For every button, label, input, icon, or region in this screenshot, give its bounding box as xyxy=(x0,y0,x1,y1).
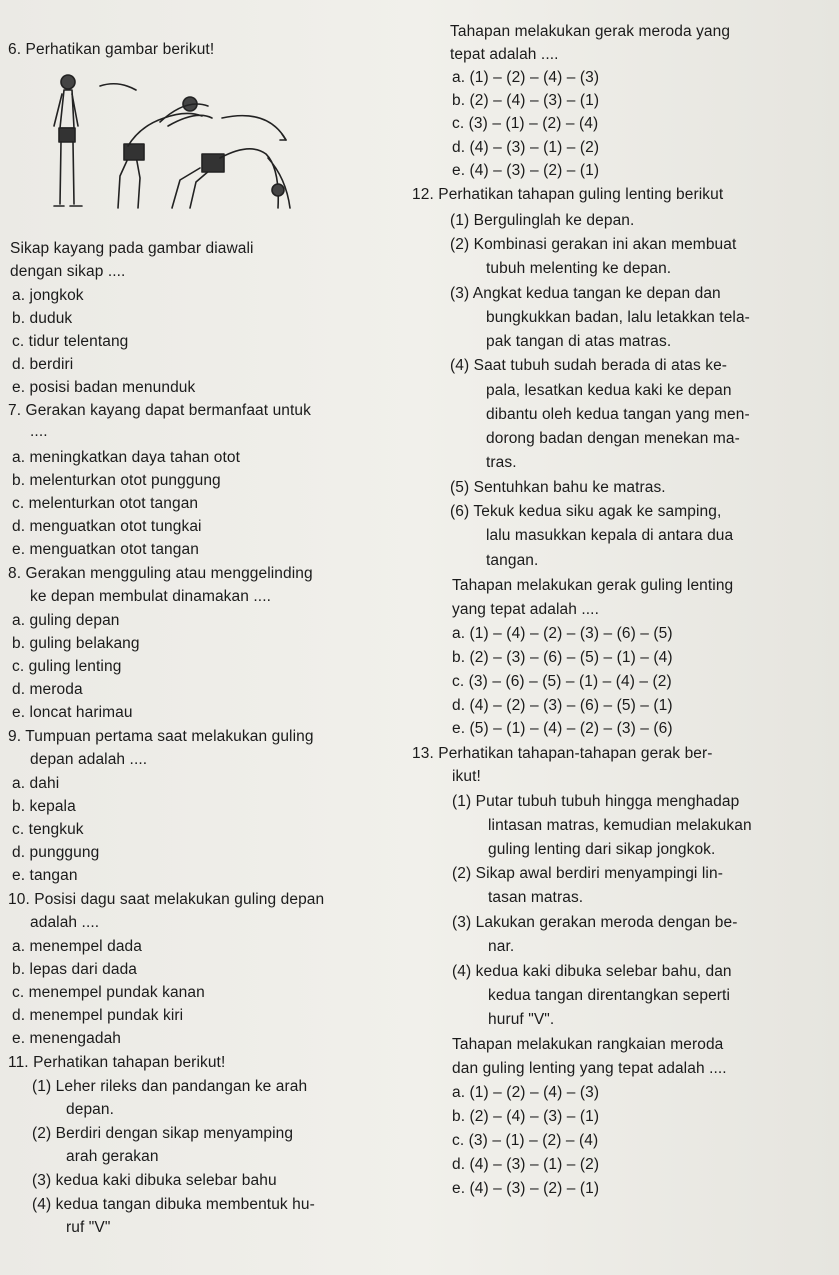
q13-item-4-cont1: kedua tangan direntangkan seperti xyxy=(488,987,731,1004)
q11-option-e[interactable]: e. (4) – (3) – (2) – (1) xyxy=(452,162,600,179)
q12-item-5: (5) Sentuhkan bahu ke matras. xyxy=(450,479,666,496)
q12-option-e[interactable]: e. (5) – (1) – (4) – (2) – (3) – (6) xyxy=(452,720,673,737)
q7-option-b[interactable]: b. melenturkan otot punggung xyxy=(12,472,221,489)
q8-option-c[interactable]: c. guling lenting xyxy=(12,658,122,675)
q12-item-3: (3) Angkat kedua tangan ke depan dan xyxy=(450,285,721,302)
q13-item-1: (1) Putar tubuh tubuh hingga menghadap xyxy=(452,793,740,810)
q13-item-1-cont1: lintasan matras, kemudian melakukan xyxy=(488,817,752,834)
q12-item-4-cont4: tras. xyxy=(486,454,517,471)
q11-option-c[interactable]: c. (3) – (1) – (2) – (4) xyxy=(452,115,599,132)
q10-stem: 10. Posisi dagu saat melakukan guling depan xyxy=(8,891,325,908)
q10-option-c[interactable]: c. menempel pundak kanan xyxy=(12,984,205,1001)
q7-option-c[interactable]: c. melenturkan otot tangan xyxy=(12,495,199,512)
q12-item-6-cont1: lalu masukkan kepala di antara dua xyxy=(486,527,734,544)
q11-item-4-cont: ruf "V" xyxy=(66,1219,111,1236)
q9-stem: 9. Tumpuan pertama saat melakukan guling xyxy=(8,728,314,745)
q11-option-a[interactable]: a. (1) – (2) – (4) – (3) xyxy=(452,69,600,86)
backbend-figure-icon xyxy=(118,97,212,208)
q11-item-2: (2) Berdiri dengan sikap menyamping xyxy=(32,1125,294,1142)
q7-stem-cont: .... xyxy=(30,423,48,440)
q8-option-d[interactable]: d. meroda xyxy=(12,681,83,698)
q8-option-e[interactable]: e. loncat harimau xyxy=(12,704,133,721)
q12-item-6: (6) Tekuk kedua siku agak ke samping, xyxy=(450,503,722,520)
q7-option-e[interactable]: e. menguatkan otot tangan xyxy=(12,541,199,558)
q6-option-e[interactable]: e. posisi badan menunduk xyxy=(12,379,196,396)
q13-item-2: (2) Sikap awal berdiri menyampingi lin- xyxy=(452,865,723,882)
q11-item-1: (1) Leher rileks dan pandangan ke arah xyxy=(32,1078,308,1095)
q12-option-a[interactable]: a. (1) – (4) – (2) – (3) – (6) – (5) xyxy=(452,625,673,642)
q13-item-2-cont: tasan matras. xyxy=(488,889,584,906)
q8-stem-cont: ke depan membulat dinamakan .... xyxy=(30,588,272,605)
q6-question-line2: dengan sikap .... xyxy=(10,263,126,280)
standing-figure-icon xyxy=(54,75,136,206)
q13-question-line1: Tahapan melakukan rangkaian meroda xyxy=(452,1036,724,1053)
q6-option-b[interactable]: b. duduk xyxy=(12,310,73,327)
q11-item-4: (4) kedua tangan dibuka membentuk hu- xyxy=(32,1196,315,1213)
q12-question-line2: yang tepat adalah .... xyxy=(452,601,599,618)
bridge-figure-icon xyxy=(172,149,290,208)
q9-option-c[interactable]: c. tengkuk xyxy=(12,821,84,838)
q7-option-d[interactable]: d. menguatkan otot tungkai xyxy=(12,518,202,535)
q9-option-a[interactable]: a. dahi xyxy=(12,775,60,792)
q12-item-3-cont1: bungkukkan badan, lalu letakkan tela- xyxy=(486,309,750,326)
q8-stem: 8. Gerakan mengguling atau menggelinding xyxy=(8,565,313,582)
q12-item-3-cont2: pak tangan di atas matras. xyxy=(486,333,672,350)
q10-option-e[interactable]: e. menengadah xyxy=(12,1030,122,1047)
q12-option-d[interactable]: d. (4) – (2) – (3) – (6) – (5) – (1) xyxy=(452,697,673,714)
q13-option-c[interactable]: c. (3) – (1) – (2) – (4) xyxy=(452,1132,599,1149)
q6-option-c[interactable]: c. tidur telentang xyxy=(12,333,129,350)
q12-item-4-cont2: dibantu oleh kedua tangan yang men- xyxy=(486,406,750,423)
q13-stem-cont: ikut! xyxy=(452,768,481,785)
q13-option-b[interactable]: b. (2) – (4) – (3) – (1) xyxy=(452,1108,600,1125)
kayang-figure xyxy=(40,68,300,218)
q12-item-4-cont3: dorong badan dengan menekan ma- xyxy=(486,430,740,447)
q10-stem-cont: adalah .... xyxy=(30,914,100,931)
q7-stem: 7. Gerakan kayang dapat bermanfaat untuk xyxy=(8,402,312,419)
q12-item-2-cont: tubuh melenting ke depan. xyxy=(486,260,672,277)
q9-option-d[interactable]: d. punggung xyxy=(12,844,100,861)
q13-item-3-cont: nar. xyxy=(488,938,515,955)
q10-option-b[interactable]: b. lepas dari dada xyxy=(12,961,138,978)
q11-item-1-cont: depan. xyxy=(66,1101,115,1118)
q11-item-2-cont: arah gerakan xyxy=(66,1148,159,1165)
q8-option-b[interactable]: b. guling belakang xyxy=(12,635,140,652)
q11-item-3: (3) kedua kaki dibuka selebar bahu xyxy=(32,1172,277,1189)
q12-item-4-cont1: pala, lesatkan kedua kaki ke depan xyxy=(486,382,732,399)
q12-stem: 12. Perhatikan tahapan guling lenting berikut xyxy=(412,186,724,203)
q13-option-d[interactable]: d. (4) – (3) – (1) – (2) xyxy=(452,1156,600,1173)
q6-option-a[interactable]: a. jongkok xyxy=(12,287,84,304)
q11-option-b[interactable]: b. (2) – (4) – (3) – (1) xyxy=(452,92,600,109)
q13-option-e[interactable]: e. (4) – (3) – (2) – (1) xyxy=(452,1180,600,1197)
q13-question-line2: dan guling lenting yang tepat adalah .... xyxy=(452,1060,727,1077)
q9-option-e[interactable]: e. tangan xyxy=(12,867,78,884)
q13-option-a[interactable]: a. (1) – (2) – (4) – (3) xyxy=(452,1084,600,1101)
q7-option-a[interactable]: a. meningkatkan daya tahan otot xyxy=(12,449,241,466)
q6-stem: 6. Perhatikan gambar berikut! xyxy=(8,41,215,58)
q6-question-line1: Sikap kayang pada gambar diawali xyxy=(10,240,254,257)
q13-item-4-cont2: huruf "V". xyxy=(488,1011,555,1028)
q13-item-1-cont2: guling lenting dari sikap jongkok. xyxy=(488,841,716,858)
q9-option-b[interactable]: b. kepala xyxy=(12,798,76,815)
q12-option-c[interactable]: c. (3) – (6) – (5) – (1) – (4) – (2) xyxy=(452,673,672,690)
q11-option-d[interactable]: d. (4) – (3) – (1) – (2) xyxy=(452,139,600,156)
q13-stem: 13. Perhatikan tahapan-tahapan gerak ber- xyxy=(412,745,713,762)
q12-item-6-cont2: tangan. xyxy=(486,552,539,569)
q11-stem: 11. Perhatikan tahapan berikut! xyxy=(8,1054,226,1071)
q8-option-a[interactable]: a. guling depan xyxy=(12,612,120,629)
q13-item-3: (3) Lakukan gerakan meroda dengan be- xyxy=(452,914,738,931)
q12-option-b[interactable]: b. (2) – (3) – (6) – (5) – (1) – (4) xyxy=(452,649,673,666)
q12-question-line1: Tahapan melakukan gerak guling lenting xyxy=(452,577,734,594)
q10-option-a[interactable]: a. menempel dada xyxy=(12,938,142,955)
q11-continuation-line2: tepat adalah .... xyxy=(450,46,559,63)
q12-item-2: (2) Kombinasi gerakan ini akan membuat xyxy=(450,236,737,253)
q12-item-4: (4) Saat tubuh sudah berada di atas ke- xyxy=(450,357,728,374)
q6-option-d[interactable]: d. berdiri xyxy=(12,356,74,373)
q9-stem-cont: depan adalah .... xyxy=(30,751,148,768)
q10-option-d[interactable]: d. menempel pundak kiri xyxy=(12,1007,184,1024)
q12-item-1: (1) Bergulinglah ke depan. xyxy=(450,212,635,229)
q13-item-4: (4) kedua kaki dibuka selebar bahu, dan xyxy=(452,963,732,980)
q11-continuation-line1: Tahapan melakukan gerak meroda yang xyxy=(450,23,731,40)
